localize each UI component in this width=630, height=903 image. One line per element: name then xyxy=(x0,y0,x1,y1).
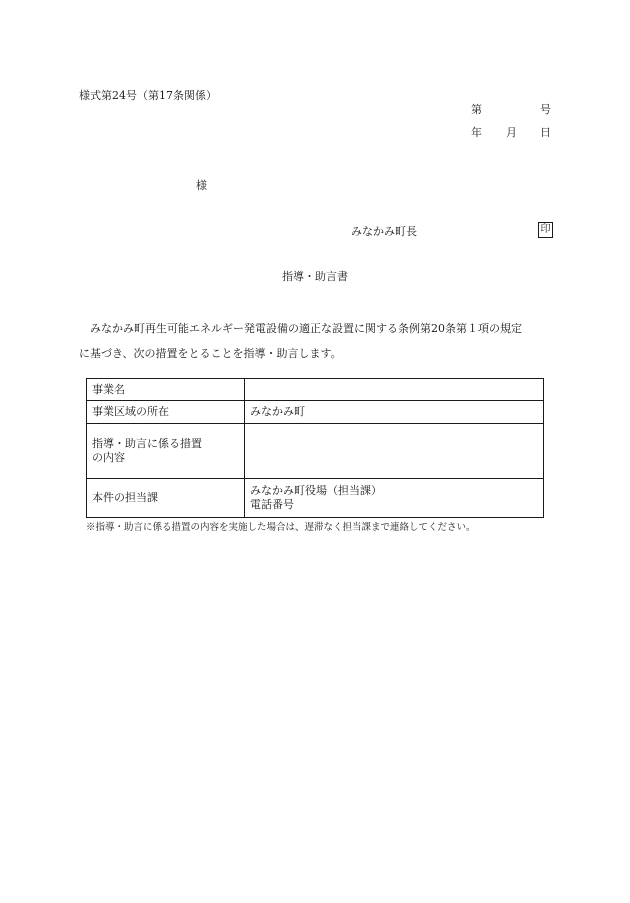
document-title: 指導・助言書 xyxy=(282,270,348,283)
body-paragraph xyxy=(79,316,551,366)
table-value-department-line1: みなかみ町役場（担当課） xyxy=(250,484,382,497)
doc-number-prefix: 第 xyxy=(471,103,482,116)
form-number: 様式第24号（第17条関係） xyxy=(79,89,217,102)
table-row xyxy=(87,479,544,518)
table-value-department xyxy=(245,479,544,518)
table-row xyxy=(87,379,544,401)
table-label-measures-line1: 指導・助言に係る措置 xyxy=(92,437,202,450)
issuer-title: みなかみ町長 xyxy=(351,225,417,238)
table-label-location: 事業区域の所在 xyxy=(87,401,245,424)
table-value-business-name xyxy=(245,379,544,401)
issue-date xyxy=(471,127,551,141)
document-number xyxy=(471,104,551,118)
table-value-department-line2: 電話番号 xyxy=(250,498,294,511)
table-label-measures xyxy=(87,424,245,479)
info-table xyxy=(86,378,544,518)
table-label-business-name: 事業名 xyxy=(87,379,245,401)
table-value-location: みなかみ町 xyxy=(245,401,544,424)
body-line-2: に基づき、次の措置をとることを指導・助言します。 xyxy=(79,347,342,360)
table-row xyxy=(87,401,544,424)
date-month-label: 月 xyxy=(506,126,517,139)
date-year-label: 年 xyxy=(471,126,482,139)
footer-note: ※指導・助言に係る措置の内容を実施した場合は、遅滞なく担当課まで連絡してください。 xyxy=(86,522,476,533)
addressee-honorific: 様 xyxy=(196,179,207,192)
body-line-1: みなかみ町再生可能エネルギー発電設備の適正な設置に関する条例第20条第１項の規定 xyxy=(90,322,522,335)
table-row xyxy=(87,424,544,479)
table-value-measures xyxy=(245,424,544,479)
seal-mark: 印 xyxy=(538,222,553,238)
table-label-department: 本件の担当課 xyxy=(87,479,245,518)
table-label-measures-line2: の内容 xyxy=(92,451,125,464)
date-day-label: 日 xyxy=(540,126,551,139)
doc-number-suffix: 号 xyxy=(540,103,551,116)
